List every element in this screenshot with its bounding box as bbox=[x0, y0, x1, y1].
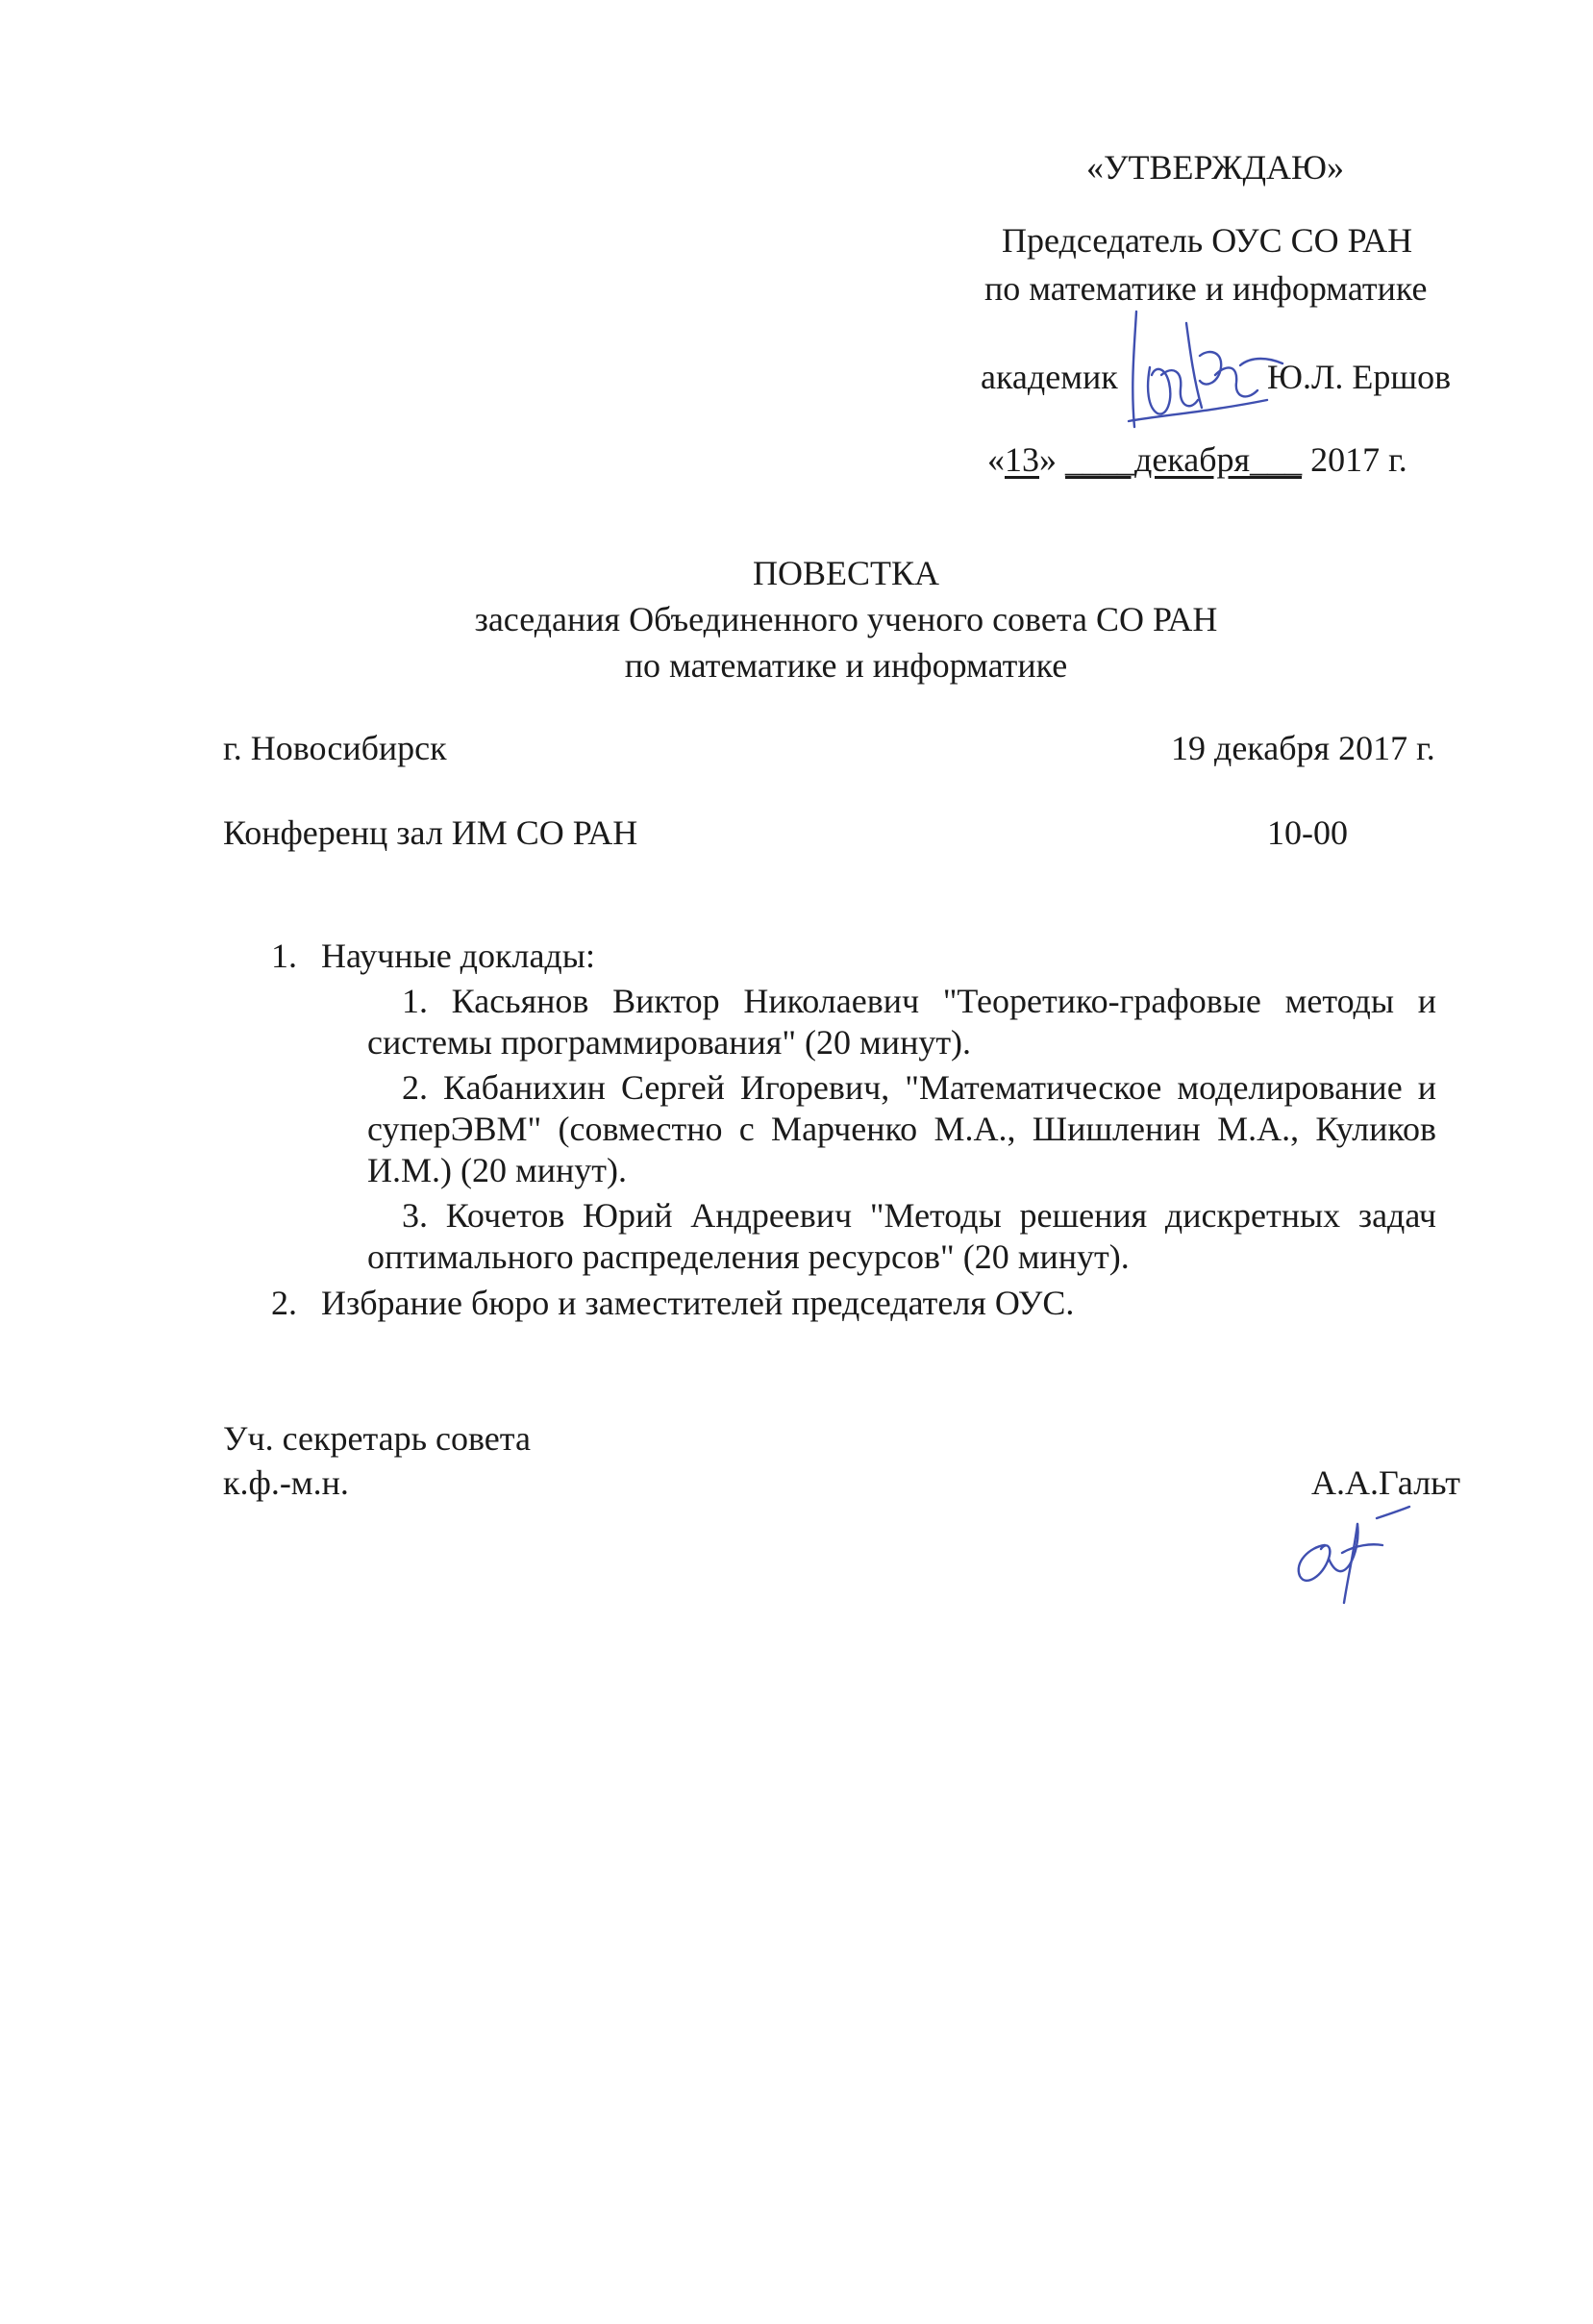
agenda-item-title: Избрание бюро и заместителей председателя ОУС. bbox=[321, 1284, 1075, 1322]
agenda-subtitle-line1: заседания Объединенного ученого совета СО РАН bbox=[474, 600, 1218, 638]
galt-signature bbox=[1288, 1495, 1413, 1606]
date-open-quote: « bbox=[987, 440, 1005, 479]
date-year: 2017 г. bbox=[1310, 440, 1407, 479]
approval-date bbox=[987, 438, 1407, 481]
academic-label: академик bbox=[981, 358, 1118, 396]
secretary-name: А.А.Гальт bbox=[1311, 1463, 1460, 1502]
date-month: ____декабря___ bbox=[1065, 440, 1303, 479]
report-item: 1. Касьянов Виктор Николаевич "Теоретико-графовые методы и системы программирования" (20 минут). bbox=[367, 982, 1436, 1062]
agenda-item-number: 1. bbox=[271, 937, 297, 975]
meeting-city: г. Новосибирск bbox=[223, 729, 447, 767]
agenda-subtitle-line2: по математике и информатике bbox=[624, 646, 1068, 685]
chair-title-line1: Председатель ОУС СО РАН bbox=[1002, 221, 1413, 260]
date-day: 13 bbox=[1005, 440, 1039, 479]
agenda-title: ПОВЕСТКА bbox=[752, 554, 939, 592]
agenda-item bbox=[223, 935, 1473, 977]
secretary-degree: к.ф.-м.н. bbox=[223, 1463, 349, 1502]
secretary-title: Уч. секретарь совета bbox=[223, 1419, 531, 1458]
meeting-venue: Конференц зал ИМ СО РАН bbox=[223, 813, 638, 852]
report-item: 3. Кочетов Юрий Андреевич "Методы решения дискретных задач оптимального распределения ресурсов" (20 минут). bbox=[367, 1196, 1436, 1276]
report-item: 2. Кабанихин Сергей Игоревич, "Математическое моделирование и суперЭВМ" (совместно с Марченко М.А., Шишленин М.А., Куликов И.М.) (20 минут). bbox=[367, 1068, 1436, 1189]
approval-title: «УТВЕРЖДАЮ» bbox=[1086, 148, 1345, 187]
meeting-time: 10-00 bbox=[1267, 813, 1348, 852]
date-close-quote: » bbox=[1039, 440, 1057, 479]
report-list bbox=[223, 981, 1473, 1278]
approver-name: Ю.Л. Ершов bbox=[1267, 358, 1452, 396]
agenda-item-title: Научные доклады: bbox=[321, 937, 595, 975]
agenda-item bbox=[223, 1282, 1473, 1324]
agenda-item-number: 2. bbox=[271, 1284, 297, 1322]
agenda-list bbox=[223, 935, 1473, 1324]
ershov-signature bbox=[1123, 308, 1286, 442]
meeting-date: 19 декабря 2017 г. bbox=[1171, 729, 1435, 767]
chair-title-line2: по математике и информатике bbox=[984, 269, 1428, 308]
